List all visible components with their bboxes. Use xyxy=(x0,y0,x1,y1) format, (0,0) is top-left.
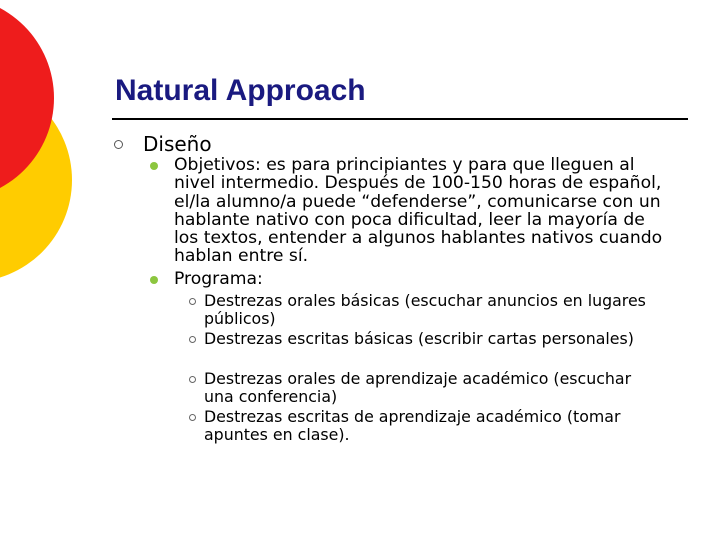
small-hollow-circle-bullet-icon xyxy=(189,414,196,421)
level2-text: Objetivos: es para principiantes y para que lleguen al nivel intermedio. Después de 100-150 horas de español, el/la alumno/a puede “defenderse”, comunicarse con un hablante nativo con poca dificultad, leer la mayoría de los textos, entender a algunos hablantes nativos cuando hablan entre sí. xyxy=(174,155,663,267)
level3-text: Destrezas escritas de aprendizaje académico (tomar apuntes en clase). xyxy=(204,407,621,444)
title-underline xyxy=(112,118,688,120)
small-hollow-circle-bullet-icon xyxy=(189,336,196,343)
decorative-circles xyxy=(0,0,90,290)
level2-text: Programa: xyxy=(174,269,263,289)
level1-item-diseno xyxy=(114,132,212,156)
level1-label: Diseño xyxy=(143,132,212,156)
level3-text: Destrezas orales básicas (escuchar anuncios en lugares públicos) xyxy=(204,291,646,328)
level3-item xyxy=(189,330,649,348)
level2-item-objetivos xyxy=(150,156,670,266)
slide-title: Natural Approach xyxy=(115,74,366,107)
level3-item xyxy=(189,408,649,444)
hollow-circle-bullet-icon xyxy=(114,140,123,149)
green-dot-bullet-icon xyxy=(150,276,158,284)
level3-item xyxy=(189,292,649,328)
level2-item-programa xyxy=(150,270,670,288)
level3-text: Destrezas escritas básicas (escribir cartas personales) xyxy=(204,329,634,348)
small-hollow-circle-bullet-icon xyxy=(189,376,196,383)
level3-text: Destrezas orales de aprendizaje académico (escuchar una conferencia) xyxy=(204,369,632,406)
level3-item xyxy=(189,370,649,406)
small-hollow-circle-bullet-icon xyxy=(189,298,196,305)
green-dot-bullet-icon xyxy=(150,162,158,170)
